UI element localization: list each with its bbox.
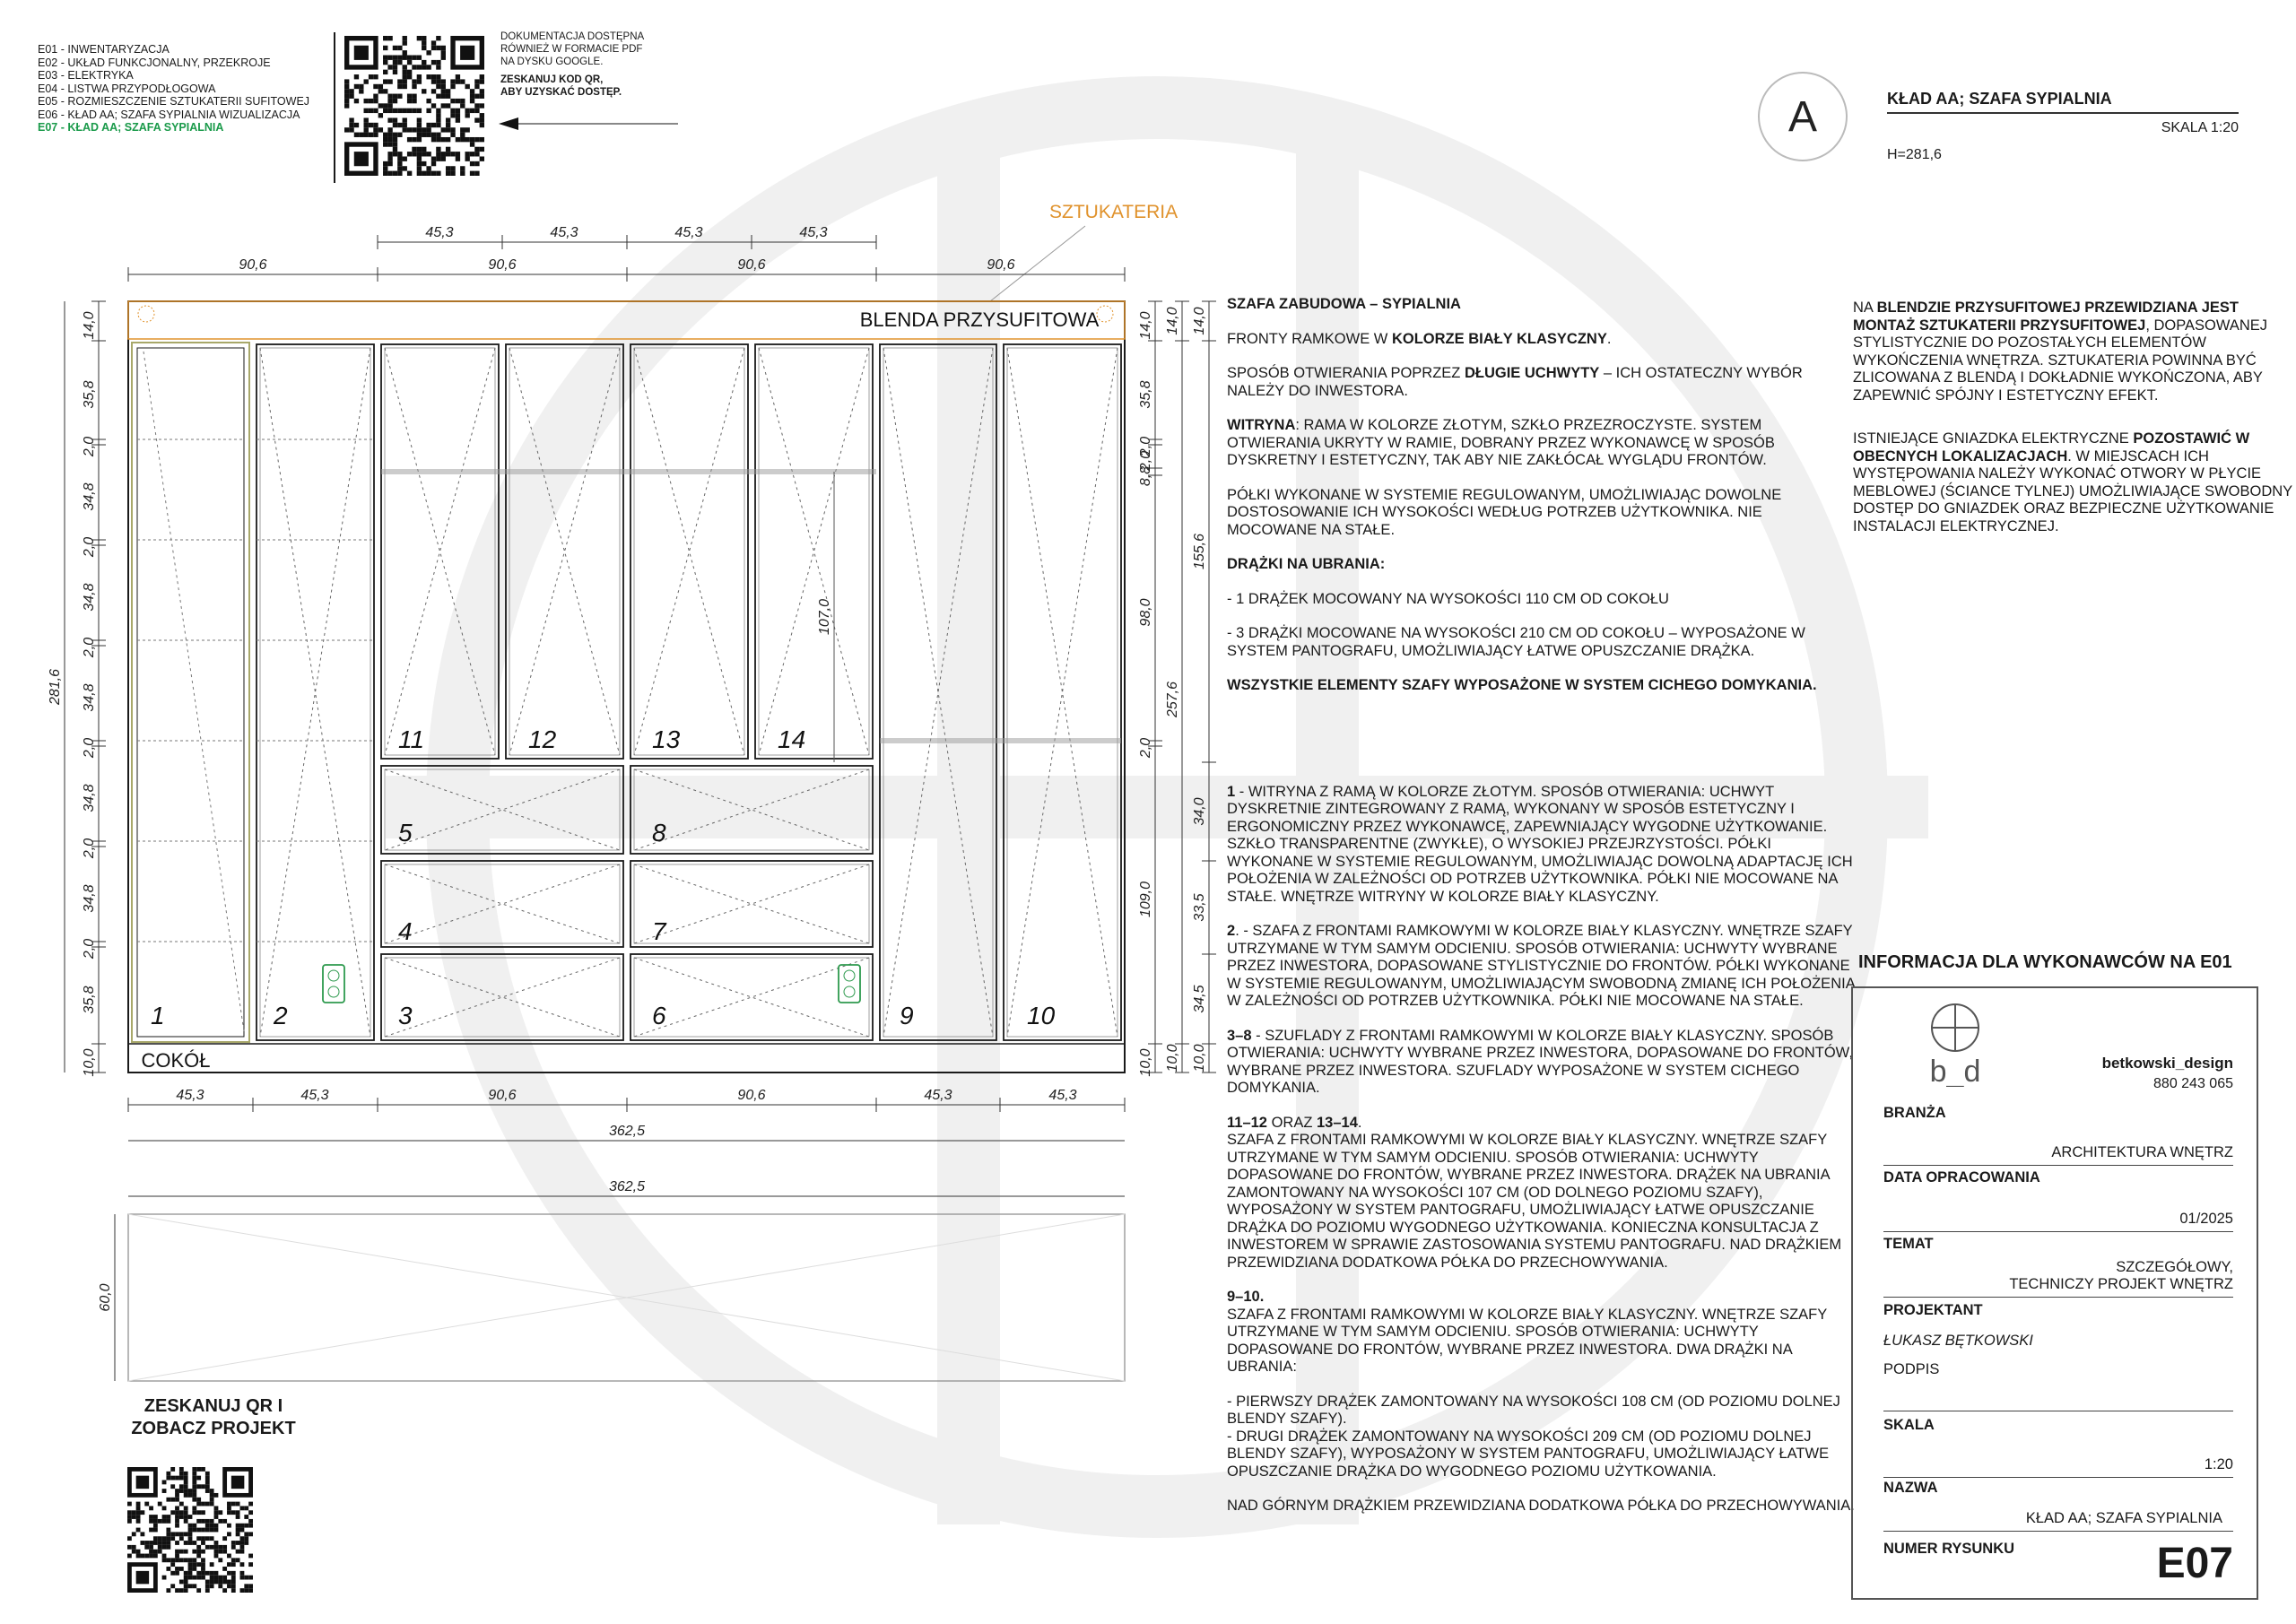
module-description: SZAFA Z FRONTAMI RAMKOWYMI W KOLORZE BIAŁY KLASYCZNY. WNĘTRZE SZAFY UTRZYMANE W TYM SAMYM ODCIENIU. SPOSÓB OTWIERANIA: UCHWYTY DOPASOWANE DO FRONTÓW, WYBRANE PRZEZ INWESTORA. DWA DRĄŻKI NA UBRANIA: xyxy=(1227,1306,1827,1375)
opening-diagonal xyxy=(385,958,620,1037)
sheet-index-item[interactable]: E06 - KŁAD AA; SZAFA SYPIALNIA WIZUALIZACJA xyxy=(38,108,300,121)
scan-cta-line: ZOBACZ PROJEKT xyxy=(131,1419,296,1438)
dimension-label: 98,0 xyxy=(1138,598,1153,627)
opening-diagonal xyxy=(634,864,869,943)
desc-paragraph: FRONTY RAMKOWE W KOLORZE BIAŁY KLASYCZNY. xyxy=(1227,330,1612,347)
opening-diagonal xyxy=(385,864,620,943)
opening-diagonal xyxy=(385,958,620,1037)
module-description: 11–12 ORAZ 13–14. xyxy=(1227,1114,1362,1131)
module-description: 2. - SZAFA Z FRONTAMI RAMKOWYMI W KOLORZE BIAŁY KLASYCZNY. WNĘTRZE SZAFY UTRZYMANE W TYM SAMYM ODCIENIU. SPOSÓB OTWIERANIA: UCHWYTY WYBRANE PRZEZ INWESTORA, DOPASOWANE STYLISTYCZNIE DO FRONTÓW. PÓŁKI WYKONANE W SYSTEMIE REGULOWANYM, UMOŻLIWIAJĄCYM SWOBODNĄ ZMIANĘ ICH POŁOŻENIA W ZALEŻNOŚCI OD POTRZEB UŻYTKOWNIKA. PÓŁKI NIE MOCOWANE NA STAŁE. xyxy=(1227,923,1855,1009)
brand-name: betkowski_design xyxy=(2101,1055,2233,1072)
dimension-label: 8,8 xyxy=(1138,465,1153,487)
drawer-front-inner xyxy=(634,864,869,943)
field-value-projektant: ŁUKASZ BĘTKOWSKI xyxy=(1883,1333,2033,1349)
dimension-label: 90,6 xyxy=(987,257,1015,273)
opening-diagonal xyxy=(634,769,869,850)
sheet-index-item-active[interactable]: E07 - KŁAD AA; SZAFA SYPIALNIA xyxy=(38,121,224,134)
module-number: 8 xyxy=(652,819,666,847)
field-label-data: DATA OPRACOWANIA xyxy=(1883,1169,2040,1185)
scan-cta xyxy=(97,1395,330,1440)
drawer-front xyxy=(631,954,873,1040)
module-number: 13 xyxy=(652,725,681,753)
opening-diagonal xyxy=(385,864,620,943)
door-front xyxy=(755,344,873,759)
opening-diagonal xyxy=(634,864,869,943)
sheet-index-item[interactable]: E05 - ROZMIESZCZENIE SZTUKATERII SUFITOWEJ xyxy=(38,95,310,108)
module-number: 11 xyxy=(398,725,425,753)
plinth-label: COKÓŁ xyxy=(141,1049,211,1072)
dimension-label: 2,0 xyxy=(1138,436,1153,457)
sztukateria-label: SZTUKATERIA xyxy=(1049,202,1178,222)
opening-diagonal xyxy=(634,958,869,1037)
dimension-label: 14,0 xyxy=(1192,307,1207,335)
module-description: SZAFA Z FRONTAMI RAMKOWYMI W KOLORZE BIAŁY KLASYCZNY. WNĘTRZE SZAFY UTRZYMANE W TYM SAMYM ODCIENIU. SPOSÓB OTWIERANIA: UCHWYTY DOPASOWANE DO FRONTÓW, WYBRANE PRZEZ INWESTORA. DRĄŻEK NA UBRANIA ZAMONTOWANY NA WYSOKOŚCI 107 CM (OD DOLNEGO POZIOMU SZAFY), WYPOSAŻONY W SYSTEM PANTOGRAFU, UMOŻLIWIAJĄCY ŁATWE OPUSZCZANIE DRĄŻKA DO POZIOMU WYGODNEGO UŻYTKOWANIA. KONIECZNA KONSULTACJA Z INWESTOREM W SPRAWIE ZASTOSOWANIA SYSTEMU PANTOGRAFU. NAD DRĄŻKIEM PRZEWIDZIANA DODATKOWA PÓŁKA DO PRZECHOWYWANIA. xyxy=(1227,1132,1842,1271)
dimension-label: 107,0 xyxy=(817,598,832,636)
field-value-data: 01/2025 xyxy=(1883,1211,2233,1232)
ornament-icon xyxy=(1097,306,1113,322)
contractor-notes xyxy=(1853,300,2292,561)
dimension-label: 90,6 xyxy=(488,257,517,273)
socket-icon xyxy=(844,970,855,981)
drawer-front xyxy=(381,954,623,1040)
drawing-number: E07 xyxy=(2156,1540,2233,1587)
dimension-label: 2,0 xyxy=(1138,450,1153,472)
socket-icon xyxy=(328,986,339,997)
door-front xyxy=(257,344,374,1040)
dimension-label: 362,5 xyxy=(608,1124,646,1139)
dimension-label: 14,0 xyxy=(1138,311,1153,340)
sheet-height: H=281,6 xyxy=(1887,147,1942,162)
field-label-branza: BRANŻA xyxy=(1883,1105,1946,1121)
dimension-label: 34,0 xyxy=(1192,797,1207,826)
desc-paragraph: PÓŁKI WYKONANE W SYSTEMIE REGULOWANYM, UMOŻLIWIAJĄC DOWOLNE DOSTOSOWANIE ICH WYSOKOŚCI WEDŁUG POTRZEB UŻYTKOWNIKA. NIE MOCOWANE NA STAŁE. xyxy=(1227,486,1782,538)
dimension-label: 34,8 xyxy=(82,784,97,812)
module-number: 9 xyxy=(900,1002,914,1029)
dimension-label: 60,0 xyxy=(98,1283,113,1312)
dimension-label: 34,8 xyxy=(82,884,97,913)
door-front xyxy=(880,344,996,1040)
desc-title: SZAFA ZABUDOWA – SYPIALNIA xyxy=(1227,296,1461,312)
drawer-front xyxy=(631,861,873,947)
note-paragraph: NA BLENDZIE PRZYSUFITOWEJ PRZEWIDZIANA JEST MONTAŻ SZTUKATERII PRZYSUFITOWEJ, DOPASOWANEJ STYLISTYCZNIE DO POZOSTAŁYCH ELEMENTÓW WYKOŃCZENIA WNĘTRZA. SZTUKATERIA POWINNA BYĆ ZLICOWANA Z BLENDĄ I DOKŁADNIE WYKOŃCZONA, ABY ZAPEWNIĆ SPÓJNY I ESTETYCZNY EFEKT. xyxy=(1853,300,2268,404)
dimension-label: 90,6 xyxy=(737,257,766,273)
dimension-label: 90,6 xyxy=(737,1088,766,1103)
signature-line xyxy=(1883,1399,2233,1411)
opening-diagonal xyxy=(634,769,869,850)
dimension-label: 14,0 xyxy=(82,311,97,340)
svg-text:b_d: b_d xyxy=(1929,1055,1981,1087)
sheet-index-item[interactable]: E01 - INWENTARYZACJA xyxy=(38,43,170,56)
drawer-front-inner xyxy=(634,769,869,850)
dimension-label: 10,0 xyxy=(1165,1044,1180,1073)
dimension-label: 35,8 xyxy=(1138,380,1153,409)
module-number: 6 xyxy=(652,1002,666,1029)
dimension-label: 33,5 xyxy=(1192,893,1207,922)
dimension-label: 34,8 xyxy=(82,683,97,712)
opening-diagonal xyxy=(260,348,370,1037)
module-description: - PIERWSZY DRĄŻEK ZAMONTOWANY NA WYSOKOŚCI 108 CM (OD POZIOMU DOLNEJ BLENDY SZAFY). xyxy=(1227,1393,1840,1427)
dimension-label: 45,3 xyxy=(550,225,578,240)
opening-diagonal xyxy=(144,352,244,1031)
opening-diagonal xyxy=(1007,348,1118,1037)
qr-note-cta: ZESKANUJ KOD QR, xyxy=(500,74,604,85)
note-paragraph: ISTNIEJĄCE GNIAZDKA ELEKTRYCZNE POZOSTAWIĆ W OBECNYCH LOKALIZACJACH. W MIEJSCACH ICH WYSTĘPOWANIA NALEŻY WYKONAĆ OTWORY W PŁYCIE MEBLOWEJ (ŚCIANCE TYLNEJ) UMOŻLIWIAJĄCE SWOBODNY DOSTĘP DO GNIAZDEK ORAZ BEZPIECZNE UŻYTKOWANIE INSTALACJI ELEKTRYCZNEJ. xyxy=(1853,430,2292,534)
door-front-inner xyxy=(260,348,370,1037)
dimension-label: 90,6 xyxy=(239,257,267,273)
dimension-label: 35,8 xyxy=(82,986,97,1014)
section-marker: A xyxy=(1758,72,1848,161)
drawer-front-inner xyxy=(385,769,620,850)
module-number: 12 xyxy=(528,725,557,753)
dimension-label: 14,0 xyxy=(1165,307,1180,335)
qr-note-cta: ABY UZYSKAĆ DOSTĘP. xyxy=(500,87,622,98)
module-number: 3 xyxy=(398,1002,413,1029)
field-label-numer: NUMER RYSUNKU xyxy=(1883,1541,2015,1557)
desc-paragraph: SPOSÓB OTWIERANIA POPRZEZ DŁUGIE UCHWYTY – ICH OSTATECZNY WYBÓR NALEŻY DO INWESTORA. xyxy=(1227,365,1803,399)
ornament-icon xyxy=(138,306,154,322)
field-value-nazwa: KŁAD AA; SZAFA SYPIALNIA xyxy=(1883,1510,2233,1532)
socket-icon xyxy=(328,970,339,981)
field-value-temat: SZCZEGÓŁOWY, TECHNICZY PROJEKT WNĘTRZ xyxy=(1883,1259,2233,1298)
dimension-label: 34,8 xyxy=(82,482,97,511)
dimension-label: 45,3 xyxy=(1048,1088,1077,1103)
field-label-temat: TEMAT xyxy=(1883,1236,1934,1252)
qr-note-line: RÓWNIEŻ W FORMACIE PDF xyxy=(500,44,643,55)
dimension-label: 2,0 xyxy=(82,737,97,759)
field-label-nazwa: NAZWA xyxy=(1883,1480,1938,1496)
vitrine-frame xyxy=(132,343,249,1042)
dimension-label: 2,0 xyxy=(82,436,97,457)
sheet-index-item[interactable]: E02 - UKŁAD FUNKCJONALNY, PRZEKROJE xyxy=(38,56,271,69)
module-number: 1 xyxy=(151,1002,165,1029)
socket-icon xyxy=(844,986,855,997)
cabinet-outline xyxy=(128,301,1125,1073)
dimension-label: 2,0 xyxy=(82,637,97,658)
description-column xyxy=(1227,296,1855,1533)
dimension-label: 362,5 xyxy=(608,1179,646,1194)
dimension-label: 34,5 xyxy=(1192,985,1207,1013)
desc-paragraph: - 1 DRĄŻEK MOCOWANY NA WYSOKOŚCI 110 CM OD COKOŁU xyxy=(1227,590,1669,607)
drawer-front xyxy=(631,766,873,854)
dimension-label: 2,0 xyxy=(82,938,97,960)
qr-note-line: DOKUMENTACJA DOSTĘPNA xyxy=(500,31,645,42)
desc-paragraph: DRĄŻKI NA UBRANIA: xyxy=(1227,556,1386,572)
qr-note-line: NA DYSKU GOOGLE. xyxy=(500,56,604,67)
dimension-label: 2,0 xyxy=(1138,737,1153,759)
field-label-podpis: PODPIS xyxy=(1883,1361,1940,1377)
scan-cta-line: ZESKANUJ QR I xyxy=(144,1396,283,1416)
module-description: 1 - WITRYNA Z RAMĄ W KOLORZE ZŁOTYM. SPOSÓB OTWIERANIA: UCHWYT DYSKRETNIE ZINTEGROWANY Z RAMĄ, WYKONANY W SPOSÓB ESTETYCZNY I ERGONOMICZNY PRZEZ WYKONAWCĘ, ZAPEWNIAJĄCY WYGODNE UŻYTKOWANIE. SZKŁO TRANSPARENTNE (ZWYKŁE), O WYSOKIEJ PRZEJRZYSTOŚCI. PÓŁKI WYKONANE W SYSTEMIE REGULOWANYM, UMOŻLIWIAJĄC DOWOLNĄ ADAPTACJĘ ICH POŁOŻENIA W ZALEŻNOŚCI OD POTRZEB UŻYTKOWNIKA. PÓŁKI NIE MOCOWANE NA STAŁE. WNĘTRZE WITRYNY W KOLORZE BIAŁY KLASYCZNY. xyxy=(1227,783,1853,905)
door-front xyxy=(1004,344,1121,1040)
dimension-label: 90,6 xyxy=(488,1088,517,1103)
drawer-front-inner xyxy=(634,958,869,1037)
dimension-label: 257,6 xyxy=(1165,681,1180,718)
opening-diagonal xyxy=(385,769,620,850)
dimension-label: 45,3 xyxy=(425,225,454,240)
module-number: 4 xyxy=(398,917,413,945)
sheet-index-item[interactable]: E04 - LISTWA PRZYPODŁOGOWA xyxy=(38,82,216,95)
dimension-label: 45,3 xyxy=(799,225,828,240)
module-number: 14 xyxy=(778,725,806,753)
dimension-label: 155,6 xyxy=(1192,533,1207,570)
drawer-front-inner xyxy=(385,958,620,1037)
field-label-projektant: PROJEKTANT xyxy=(1883,1302,1983,1318)
opening-diagonal xyxy=(634,958,869,1037)
desc-paragraph: WITRYNA: RAMA W KOLORZE ZŁOTYM, SZKŁO PRZEZROCZYSTE. SYSTEM OTWIERANIA UKRYTY W RAMIE, DOBRANY PRZEZ WYKONAWCĘ W SPOSÓB DYSKRETNY I ESTETYCZNY, TAK ABY NIE ZAKŁÓCAŁ WYGLĄDU FRONTÓW. xyxy=(1227,417,1775,468)
drawer-front-inner xyxy=(385,864,620,943)
module-number: 2 xyxy=(274,1002,288,1029)
dimension-label: 45,3 xyxy=(300,1088,329,1103)
dimension-label: 34,8 xyxy=(82,583,97,612)
door-front xyxy=(381,344,499,759)
opening-diagonal xyxy=(260,348,370,1037)
dimension-label: 45,3 xyxy=(176,1088,204,1103)
soffit-label: BLENDA PRZYSUFITOWA xyxy=(859,308,1100,331)
module-number: 7 xyxy=(652,917,666,945)
dimension-label: 45,3 xyxy=(924,1088,952,1103)
dimension-label: 10,0 xyxy=(82,1048,97,1077)
dimension-label: 109,0 xyxy=(1138,881,1153,918)
door-front-inner xyxy=(1007,348,1118,1037)
desc-paragraph: - 3 DRĄŻKI MOCOWANE NA WYSOKOŚCI 210 CM OD COKOŁU – WYPOSAŻONE W SYSTEM PANTOGRAFU, UMOŻLIWIAJĄCY ŁATWE OPUSZCZANIE DRĄŻKA. xyxy=(1227,625,1805,659)
drawer-front xyxy=(381,766,623,854)
dimension-label: 2,0 xyxy=(82,536,97,558)
brand-logo-icon xyxy=(1901,997,2009,1087)
brand-phone[interactable]: 880 243 065 xyxy=(2153,1076,2233,1091)
sheet-scale: SKALA 1:20 xyxy=(2161,120,2239,135)
dimension-label: 10,0 xyxy=(1138,1048,1153,1077)
dimension-label: 2,0 xyxy=(82,838,97,859)
opening-diagonal xyxy=(1007,348,1118,1037)
dimension-label: 281,6 xyxy=(48,668,63,706)
dimension-label: 45,3 xyxy=(674,225,703,240)
sheet-index-item[interactable]: E03 - ELEKTRYKA xyxy=(38,69,134,82)
sheet-title: KŁAD AA; SZAFA SYPIALNIA xyxy=(1887,90,2239,114)
module-number: 5 xyxy=(398,819,413,847)
dimension-label: 10,0 xyxy=(1192,1044,1207,1073)
dimension-label: 35,8 xyxy=(82,380,97,409)
field-value-branza: ARCHITEKTURA WNĘTRZ xyxy=(1883,1144,2233,1166)
module-description: 3–8 - SZUFLADY Z FRONTAMI RAMKOWYMI W KOLORZE BIAŁY KLASYCZNY. SPOSÓB OTWIERANIA: UCHWYTY WYBRANE PRZEZ INWESTORA, DOPASOWANE DO FRONTÓW, WYBRANE PRZEZ INWESTORA. SZUFLADY WYPOSAŻONE W SYSTEM CICHEGO DOMYKANIA. xyxy=(1227,1027,1853,1096)
desc-paragraph: WSZYSTKIE ELEMENTY SZAFY WYPOSAŻONE W SYSTEM CICHEGO DOMYKANIA. xyxy=(1227,677,1817,693)
opening-diagonal xyxy=(385,769,620,850)
field-value-skala: 1:20 xyxy=(1883,1456,2233,1478)
module-description: 9–10. xyxy=(1227,1289,1265,1305)
field-label-skala: SKALA xyxy=(1883,1417,1935,1433)
vitrine-glass xyxy=(137,348,244,1037)
door-front xyxy=(506,344,623,759)
module-number: 10 xyxy=(1027,1002,1056,1029)
module-description: NAD GÓRNYM DRĄŻKIEM PRZEWIDZIANA DODATKOWA PÓŁKA DO PRZECHOWYWANIA. xyxy=(1227,1498,1855,1514)
drawer-front xyxy=(381,861,623,947)
info-heading: INFORMACJA DLA WYKONAWCÓW NA E01 xyxy=(1858,952,2232,972)
door-front xyxy=(631,344,748,759)
module-description: - DRUGI DRĄŻEK ZAMONTOWANY NA WYSOKOŚCI 209 CM (OD POZIOMU DOLNEJ BLENDY SZAFY), WYPOSAŻONY W SYSTEM PANTOGRAFU, UMOŻLIWIAJĄCY ŁATWE OPUSZCZANIE DRĄŻKA DO WYGODNEGO POZIOMU UŻYTKOWANIA. xyxy=(1227,1428,1830,1480)
